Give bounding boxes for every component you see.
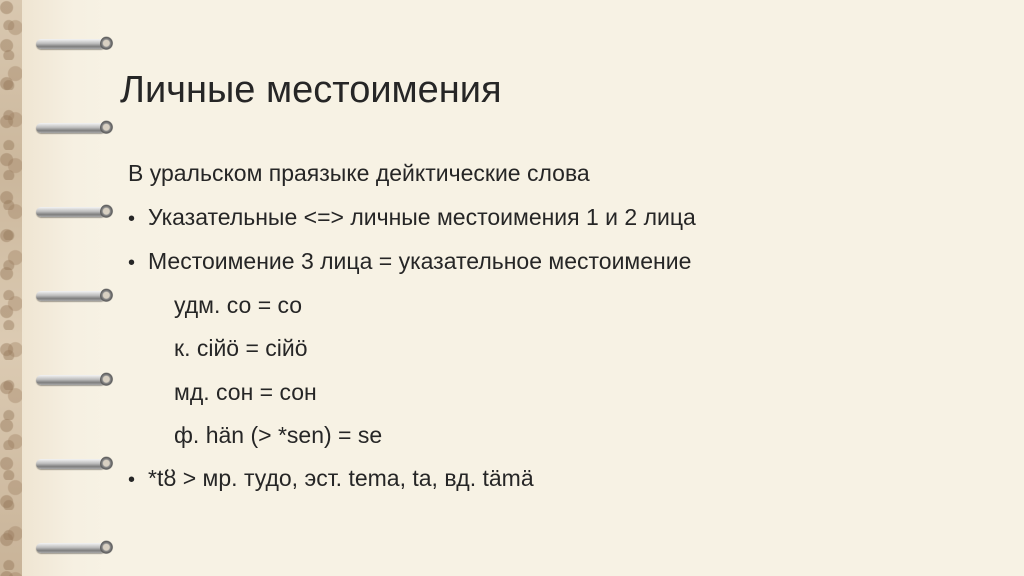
- decorative-border: [0, 0, 22, 576]
- example-line: [174, 418, 382, 452]
- line-text: удм. со = со: [174, 292, 303, 318]
- bullet-item: [128, 244, 691, 280]
- bullet-marker: •: [128, 252, 136, 274]
- line-text: ф. hän (> *sen) = se: [174, 422, 383, 448]
- spiral-ring: [36, 204, 112, 220]
- line-text: Указательные <=> личные местоимения 1 и 2 лица: [148, 204, 696, 230]
- example-line: [174, 288, 302, 322]
- slide-title: Личные местоимения: [120, 69, 502, 111]
- spiral-ring: [36, 372, 112, 388]
- bullet-item: [128, 461, 534, 497]
- spiral-ring: [36, 120, 112, 136]
- line-text: к. сійö = сійö: [174, 335, 308, 361]
- spiral-ring: [36, 540, 112, 556]
- bullet-marker: •: [128, 469, 136, 491]
- line-text: Местоимение 3 лица = указательное местоимение: [148, 248, 692, 274]
- spiral-ring: [36, 36, 112, 52]
- line-text: *tȣ > мр. тудо, эст. tema, ta, вд. tämä: [148, 465, 534, 491]
- bullet-marker: •: [128, 208, 136, 230]
- spiral-ring: [36, 456, 112, 472]
- spiral-ring: [36, 288, 112, 304]
- example-line: [174, 331, 308, 365]
- example-line: [174, 375, 317, 409]
- bullet-item: [128, 200, 696, 236]
- line-text: мд. сон = сон: [174, 379, 317, 405]
- body-line: [128, 156, 590, 190]
- line-text: В уральском праязыке дейктические слова: [128, 160, 590, 186]
